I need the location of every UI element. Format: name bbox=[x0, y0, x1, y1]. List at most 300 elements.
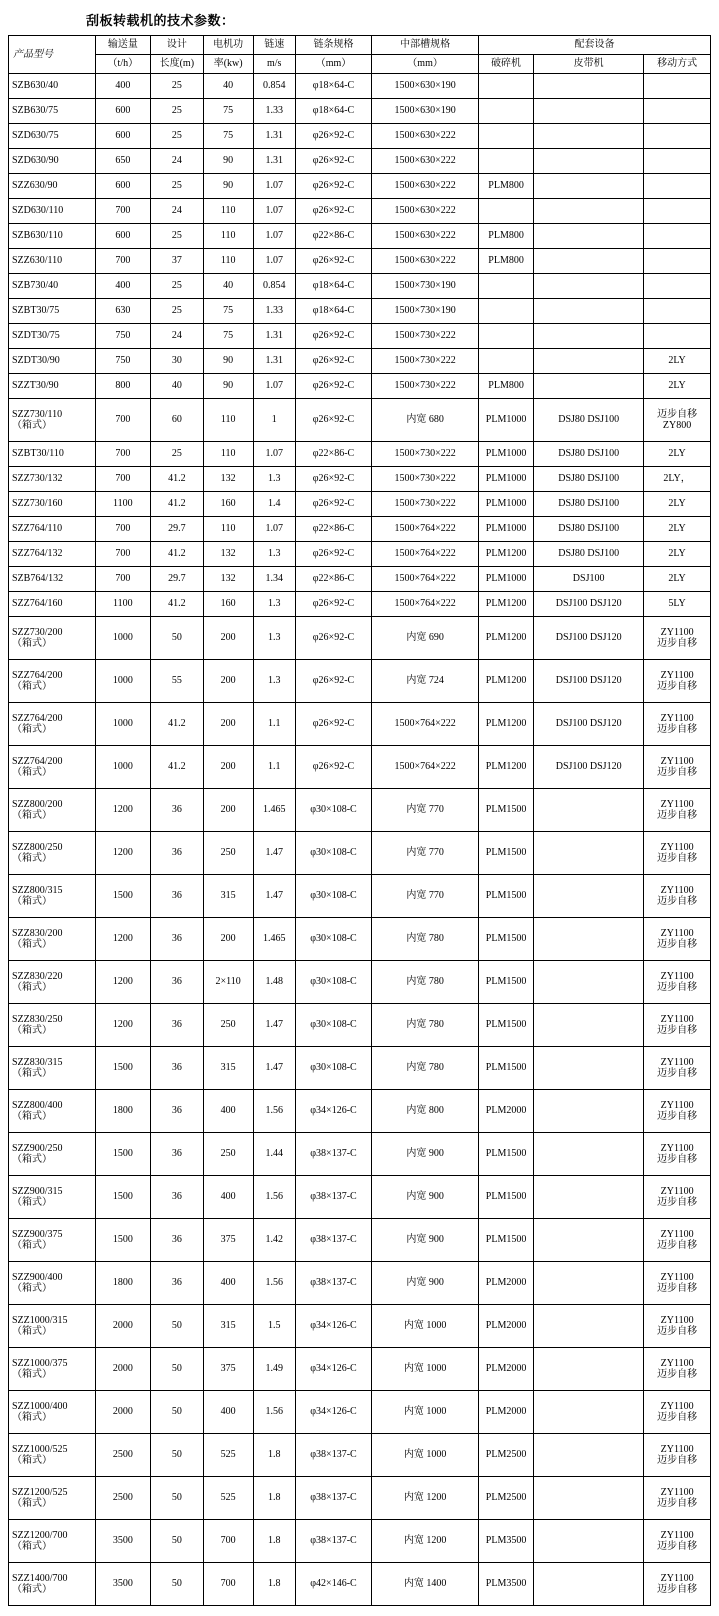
cell-length: 24 bbox=[150, 149, 203, 174]
cell-capacity: 1000 bbox=[95, 617, 150, 660]
cell-capacity: 700 bbox=[95, 399, 150, 442]
cell-moving-method bbox=[644, 224, 711, 249]
cell-chain-spec: φ26×92-C bbox=[295, 492, 371, 517]
cell-belt-conveyor: DSJ80 DSJ100 bbox=[534, 399, 644, 442]
cell-capacity: 400 bbox=[95, 274, 150, 299]
cell-model: SZZ1000/525 （箱式） bbox=[9, 1434, 96, 1477]
cell-capacity: 1000 bbox=[95, 703, 150, 746]
cell-chain-speed: 1.07 bbox=[253, 517, 295, 542]
cell-moving-method: ZY1100 迈步自移 bbox=[644, 1047, 711, 1090]
cell-belt-conveyor bbox=[534, 961, 644, 1004]
cell-moving-method: ZY1100 迈步自移 bbox=[644, 1391, 711, 1434]
cell-model: SZZ1000/375 （箱式） bbox=[9, 1348, 96, 1391]
cell-capacity: 1800 bbox=[95, 1090, 150, 1133]
table-row bbox=[9, 703, 711, 746]
cell-trough-spec: 内宽 770 bbox=[372, 832, 479, 875]
cell-chain-spec: φ38×137-C bbox=[295, 1477, 371, 1520]
cell-crusher: PLM2000 bbox=[479, 1348, 534, 1391]
cell-power: 200 bbox=[203, 918, 253, 961]
cell-trough-spec: 1500×730×222 bbox=[372, 492, 479, 517]
cell-belt-conveyor: DSJ100 DSJ120 bbox=[534, 617, 644, 660]
table-row bbox=[9, 399, 711, 442]
cell-chain-speed: 1.07 bbox=[253, 199, 295, 224]
cell-crusher: PLM1200 bbox=[479, 617, 534, 660]
cell-model: SZDT30/75 bbox=[9, 324, 96, 349]
cell-length: 25 bbox=[150, 274, 203, 299]
cell-power: 75 bbox=[203, 124, 253, 149]
cell-length: 41.2 bbox=[150, 492, 203, 517]
cell-chain-speed: 1.47 bbox=[253, 1004, 295, 1047]
cell-power: 315 bbox=[203, 1047, 253, 1090]
cell-crusher: PLM2000 bbox=[479, 1305, 534, 1348]
cell-crusher: PLM1500 bbox=[479, 1176, 534, 1219]
cell-chain-speed: 1.44 bbox=[253, 1133, 295, 1176]
cell-capacity: 1200 bbox=[95, 1004, 150, 1047]
cell-moving-method bbox=[644, 249, 711, 274]
header-model: 产品型号 bbox=[9, 36, 96, 74]
cell-belt-conveyor bbox=[534, 1219, 644, 1262]
cell-crusher: PLM2000 bbox=[479, 1391, 534, 1434]
cell-trough-spec: 内宽 770 bbox=[372, 875, 479, 918]
table-row bbox=[9, 174, 711, 199]
cell-crusher: PLM1000 bbox=[479, 492, 534, 517]
header-moving-method: 移动方式 bbox=[644, 55, 711, 74]
cell-chain-speed: 1.07 bbox=[253, 374, 295, 399]
cell-capacity: 400 bbox=[95, 74, 150, 99]
cell-chain-spec: φ26×92-C bbox=[295, 149, 371, 174]
cell-moving-method: ZY1100 迈步自移 bbox=[644, 1348, 711, 1391]
cell-chain-spec: φ26×92-C bbox=[295, 374, 371, 399]
cell-moving-method: ZY1100 迈步自移 bbox=[644, 617, 711, 660]
cell-model: SZZ900/315 （箱式） bbox=[9, 1176, 96, 1219]
cell-belt-conveyor bbox=[534, 224, 644, 249]
cell-capacity: 1500 bbox=[95, 1133, 150, 1176]
cell-chain-spec: φ22×86-C bbox=[295, 517, 371, 542]
cell-capacity: 1800 bbox=[95, 1262, 150, 1305]
cell-chain-speed: 1.31 bbox=[253, 149, 295, 174]
table-row bbox=[9, 99, 711, 124]
cell-chain-spec: φ26×92-C bbox=[295, 399, 371, 442]
cell-power: 75 bbox=[203, 299, 253, 324]
cell-chain-speed: 1.5 bbox=[253, 1305, 295, 1348]
table-body bbox=[9, 74, 711, 1606]
cell-moving-method bbox=[644, 299, 711, 324]
cell-power: 110 bbox=[203, 249, 253, 274]
cell-chain-speed: 1.1 bbox=[253, 746, 295, 789]
header-chain-spec: 链条规格 bbox=[295, 36, 371, 55]
cell-chain-speed: 1.31 bbox=[253, 124, 295, 149]
table-row bbox=[9, 1090, 711, 1133]
cell-chain-speed: 1.31 bbox=[253, 324, 295, 349]
cell-moving-method: ZY1100 迈步自移 bbox=[644, 1004, 711, 1047]
cell-crusher: PLM1500 bbox=[479, 1133, 534, 1176]
cell-length: 50 bbox=[150, 1563, 203, 1606]
cell-capacity: 1500 bbox=[95, 1047, 150, 1090]
cell-power: 700 bbox=[203, 1520, 253, 1563]
cell-chain-spec: φ26×92-C bbox=[295, 199, 371, 224]
table-row bbox=[9, 517, 711, 542]
cell-chain-spec: φ26×92-C bbox=[295, 746, 371, 789]
table-row bbox=[9, 374, 711, 399]
cell-moving-method: ZY1100 迈步自移 bbox=[644, 961, 711, 1004]
cell-trough-spec: 1500×764×222 bbox=[372, 542, 479, 567]
cell-chain-spec: φ22×86-C bbox=[295, 224, 371, 249]
cell-chain-spec: φ38×137-C bbox=[295, 1262, 371, 1305]
cell-chain-spec: φ34×126-C bbox=[295, 1348, 371, 1391]
cell-model: SZZ730/132 bbox=[9, 467, 96, 492]
cell-length: 50 bbox=[150, 1520, 203, 1563]
cell-power: 90 bbox=[203, 349, 253, 374]
cell-chain-spec: φ34×126-C bbox=[295, 1305, 371, 1348]
cell-model: SZZ800/400 （箱式） bbox=[9, 1090, 96, 1133]
cell-belt-conveyor bbox=[534, 1391, 644, 1434]
cell-chain-spec: φ26×92-C bbox=[295, 249, 371, 274]
header-belt-conveyor: 皮带机 bbox=[534, 55, 644, 74]
cell-model: SZZ830/315 （箱式） bbox=[9, 1047, 96, 1090]
cell-capacity: 1000 bbox=[95, 746, 150, 789]
cell-trough-spec: 1500×764×222 bbox=[372, 592, 479, 617]
cell-length: 36 bbox=[150, 1090, 203, 1133]
cell-moving-method bbox=[644, 149, 711, 174]
table-row bbox=[9, 467, 711, 492]
table-row bbox=[9, 542, 711, 567]
cell-model: SZZT30/90 bbox=[9, 374, 96, 399]
cell-trough-spec: 内宽 1000 bbox=[372, 1391, 479, 1434]
cell-power: 525 bbox=[203, 1434, 253, 1477]
cell-length: 36 bbox=[150, 875, 203, 918]
cell-model: SZZ764/200 （箱式） bbox=[9, 660, 96, 703]
cell-power: 400 bbox=[203, 1176, 253, 1219]
cell-capacity: 700 bbox=[95, 442, 150, 467]
header-length-unit: 长度(m) bbox=[150, 55, 203, 74]
table-row bbox=[9, 224, 711, 249]
cell-model: SZZ1400/700 （箱式） bbox=[9, 1563, 96, 1606]
cell-chain-spec: φ30×108-C bbox=[295, 961, 371, 1004]
cell-belt-conveyor bbox=[534, 1047, 644, 1090]
cell-chain-spec: φ38×137-C bbox=[295, 1133, 371, 1176]
cell-belt-conveyor bbox=[534, 249, 644, 274]
cell-chain-speed: 1.48 bbox=[253, 961, 295, 1004]
cell-crusher bbox=[479, 324, 534, 349]
cell-power: 160 bbox=[203, 592, 253, 617]
cell-belt-conveyor bbox=[534, 199, 644, 224]
cell-trough-spec: 1500×630×222 bbox=[372, 174, 479, 199]
cell-moving-method bbox=[644, 324, 711, 349]
cell-moving-method: 2LY bbox=[644, 374, 711, 399]
cell-model: SZZ830/200 （箱式） bbox=[9, 918, 96, 961]
cell-moving-method: 2LY bbox=[644, 349, 711, 374]
cell-trough-spec: 内宽 690 bbox=[372, 617, 479, 660]
cell-crusher bbox=[479, 149, 534, 174]
cell-belt-conveyor bbox=[534, 875, 644, 918]
table-row bbox=[9, 349, 711, 374]
table-row bbox=[9, 592, 711, 617]
table-row bbox=[9, 660, 711, 703]
specifications-table bbox=[8, 35, 711, 1606]
cell-length: 36 bbox=[150, 918, 203, 961]
cell-power: 132 bbox=[203, 467, 253, 492]
cell-length: 36 bbox=[150, 1219, 203, 1262]
cell-length: 60 bbox=[150, 399, 203, 442]
cell-chain-speed: 1.1 bbox=[253, 703, 295, 746]
cell-crusher: PLM1500 bbox=[479, 789, 534, 832]
table-row bbox=[9, 149, 711, 174]
cell-length: 25 bbox=[150, 124, 203, 149]
cell-chain-spec: φ42×146-C bbox=[295, 1563, 371, 1606]
cell-moving-method bbox=[644, 199, 711, 224]
cell-chain-speed: 1.56 bbox=[253, 1090, 295, 1133]
cell-moving-method: ZY1100 迈步自移 bbox=[644, 1133, 711, 1176]
cell-model: SZZ900/400 （箱式） bbox=[9, 1262, 96, 1305]
cell-moving-method: ZY1100 迈步自移 bbox=[644, 1176, 711, 1219]
cell-moving-method: ZY1100 迈步自移 bbox=[644, 1434, 711, 1477]
header-power: 电机功 bbox=[203, 36, 253, 55]
cell-length: 25 bbox=[150, 442, 203, 467]
cell-belt-conveyor bbox=[534, 1305, 644, 1348]
cell-length: 25 bbox=[150, 99, 203, 124]
cell-chain-spec: φ30×108-C bbox=[295, 789, 371, 832]
cell-chain-speed: 1.47 bbox=[253, 875, 295, 918]
cell-length: 36 bbox=[150, 1133, 203, 1176]
cell-crusher: PLM2000 bbox=[479, 1262, 534, 1305]
cell-capacity: 1200 bbox=[95, 789, 150, 832]
cell-trough-spec: 内宽 780 bbox=[372, 961, 479, 1004]
cell-chain-spec: φ26×92-C bbox=[295, 542, 371, 567]
cell-trough-spec: 1500×730×190 bbox=[372, 299, 479, 324]
table-row bbox=[9, 274, 711, 299]
cell-model: SZZ800/315 （箱式） bbox=[9, 875, 96, 918]
cell-crusher: PLM800 bbox=[479, 174, 534, 199]
cell-belt-conveyor bbox=[534, 1004, 644, 1047]
cell-chain-speed: 1.8 bbox=[253, 1434, 295, 1477]
cell-chain-speed: 1.4 bbox=[253, 492, 295, 517]
cell-chain-spec: φ26×92-C bbox=[295, 467, 371, 492]
cell-capacity: 3500 bbox=[95, 1520, 150, 1563]
cell-model: SZZ1200/525 （箱式） bbox=[9, 1477, 96, 1520]
cell-chain-spec: φ30×108-C bbox=[295, 832, 371, 875]
cell-chain-speed: 1.3 bbox=[253, 592, 295, 617]
cell-chain-speed: 1.33 bbox=[253, 299, 295, 324]
cell-power: 110 bbox=[203, 199, 253, 224]
cell-chain-spec: φ22×86-C bbox=[295, 442, 371, 467]
cell-length: 50 bbox=[150, 1348, 203, 1391]
cell-chain-speed: 1.8 bbox=[253, 1563, 295, 1606]
cell-capacity: 700 bbox=[95, 467, 150, 492]
cell-trough-spec: 内宽 680 bbox=[372, 399, 479, 442]
cell-power: 315 bbox=[203, 1305, 253, 1348]
header-chain-speed: 链速 bbox=[253, 36, 295, 55]
cell-chain-spec: φ26×92-C bbox=[295, 174, 371, 199]
cell-capacity: 2000 bbox=[95, 1305, 150, 1348]
cell-chain-speed: 1.3 bbox=[253, 660, 295, 703]
cell-power: 132 bbox=[203, 542, 253, 567]
cell-moving-method bbox=[644, 99, 711, 124]
cell-capacity: 800 bbox=[95, 374, 150, 399]
cell-capacity: 1100 bbox=[95, 492, 150, 517]
cell-belt-conveyor: DSJ80 DSJ100 bbox=[534, 517, 644, 542]
cell-trough-spec: 内宽 1000 bbox=[372, 1348, 479, 1391]
cell-capacity: 650 bbox=[95, 149, 150, 174]
cell-crusher bbox=[479, 124, 534, 149]
cell-chain-spec: φ22×86-C bbox=[295, 567, 371, 592]
table-row bbox=[9, 1262, 711, 1305]
cell-crusher: PLM1500 bbox=[479, 1047, 534, 1090]
cell-crusher: PLM1200 bbox=[479, 660, 534, 703]
cell-chain-speed: 1.42 bbox=[253, 1219, 295, 1262]
cell-trough-spec: 内宽 724 bbox=[372, 660, 479, 703]
cell-trough-spec: 内宽 1000 bbox=[372, 1434, 479, 1477]
table-row bbox=[9, 789, 711, 832]
cell-moving-method: ZY1100 迈步自移 bbox=[644, 832, 711, 875]
cell-length: 36 bbox=[150, 789, 203, 832]
cell-model: SZZ764/200 （箱式） bbox=[9, 746, 96, 789]
table-row bbox=[9, 961, 711, 1004]
cell-capacity: 1500 bbox=[95, 875, 150, 918]
cell-capacity: 700 bbox=[95, 249, 150, 274]
cell-belt-conveyor: DSJ100 DSJ120 bbox=[534, 660, 644, 703]
cell-model: SZZ1000/315 （箱式） bbox=[9, 1305, 96, 1348]
header-chain-spec-unit: （mm） bbox=[295, 55, 371, 74]
header-trough-spec: 中部槽规格 bbox=[372, 36, 479, 55]
cell-chain-speed: 1.3 bbox=[253, 542, 295, 567]
cell-capacity: 600 bbox=[95, 174, 150, 199]
cell-trough-spec: 1500×630×222 bbox=[372, 199, 479, 224]
table-row bbox=[9, 875, 711, 918]
cell-power: 90 bbox=[203, 174, 253, 199]
header-capacity: 输送量 bbox=[95, 36, 150, 55]
cell-belt-conveyor bbox=[534, 1434, 644, 1477]
cell-trough-spec: 1500×764×222 bbox=[372, 703, 479, 746]
cell-chain-speed: 1.49 bbox=[253, 1348, 295, 1391]
header-row-1 bbox=[9, 36, 711, 55]
cell-power: 400 bbox=[203, 1262, 253, 1305]
cell-trough-spec: 1500×630×222 bbox=[372, 224, 479, 249]
cell-moving-method: 2LY bbox=[644, 542, 711, 567]
cell-belt-conveyor bbox=[534, 124, 644, 149]
cell-power: 375 bbox=[203, 1219, 253, 1262]
cell-power: 2×110 bbox=[203, 961, 253, 1004]
cell-belt-conveyor bbox=[534, 789, 644, 832]
cell-power: 400 bbox=[203, 1090, 253, 1133]
cell-crusher: PLM2000 bbox=[479, 1090, 534, 1133]
cell-trough-spec: 1500×764×222 bbox=[372, 567, 479, 592]
cell-trough-spec: 1500×730×190 bbox=[372, 274, 479, 299]
cell-moving-method: ZY1100 迈步自移 bbox=[644, 789, 711, 832]
cell-belt-conveyor bbox=[534, 174, 644, 199]
table-row bbox=[9, 1391, 711, 1434]
cell-trough-spec: 内宽 780 bbox=[372, 1004, 479, 1047]
cell-trough-spec: 内宽 900 bbox=[372, 1133, 479, 1176]
cell-model: SZBT30/75 bbox=[9, 299, 96, 324]
cell-length: 36 bbox=[150, 1262, 203, 1305]
table-row bbox=[9, 746, 711, 789]
cell-chain-spec: φ18×64-C bbox=[295, 274, 371, 299]
cell-power: 75 bbox=[203, 324, 253, 349]
cell-belt-conveyor bbox=[534, 1090, 644, 1133]
cell-model: SZZ764/160 bbox=[9, 592, 96, 617]
cell-chain-speed: 1.07 bbox=[253, 224, 295, 249]
cell-moving-method: ZY1100 迈步自移 bbox=[644, 1090, 711, 1133]
cell-capacity: 700 bbox=[95, 542, 150, 567]
cell-length: 24 bbox=[150, 199, 203, 224]
cell-length: 25 bbox=[150, 224, 203, 249]
cell-model: SZD630/75 bbox=[9, 124, 96, 149]
cell-length: 36 bbox=[150, 1047, 203, 1090]
cell-chain-speed: 1.47 bbox=[253, 832, 295, 875]
cell-model: SZB630/110 bbox=[9, 224, 96, 249]
cell-length: 25 bbox=[150, 74, 203, 99]
cell-capacity: 750 bbox=[95, 349, 150, 374]
table-row bbox=[9, 1176, 711, 1219]
cell-chain-spec: φ18×64-C bbox=[295, 74, 371, 99]
cell-crusher bbox=[479, 349, 534, 374]
cell-capacity: 1500 bbox=[95, 1176, 150, 1219]
cell-power: 40 bbox=[203, 274, 253, 299]
cell-crusher: PLM1200 bbox=[479, 542, 534, 567]
cell-power: 40 bbox=[203, 74, 253, 99]
cell-length: 41.2 bbox=[150, 542, 203, 567]
cell-crusher: PLM1000 bbox=[479, 399, 534, 442]
cell-belt-conveyor: DSJ100 bbox=[534, 567, 644, 592]
cell-chain-speed: 1 bbox=[253, 399, 295, 442]
cell-model: SZB730/40 bbox=[9, 274, 96, 299]
cell-chain-speed: 1.465 bbox=[253, 918, 295, 961]
header-crusher: 破碎机 bbox=[479, 55, 534, 74]
cell-capacity: 600 bbox=[95, 124, 150, 149]
cell-capacity: 700 bbox=[95, 517, 150, 542]
cell-capacity: 2500 bbox=[95, 1477, 150, 1520]
cell-belt-conveyor: DSJ100 DSJ120 bbox=[534, 592, 644, 617]
cell-power: 250 bbox=[203, 1004, 253, 1047]
table-row bbox=[9, 1004, 711, 1047]
cell-capacity: 600 bbox=[95, 224, 150, 249]
table-row bbox=[9, 74, 711, 99]
cell-crusher: PLM1200 bbox=[479, 746, 534, 789]
cell-model: SZB630/75 bbox=[9, 99, 96, 124]
cell-power: 400 bbox=[203, 1391, 253, 1434]
header-capacity-unit: （t/h） bbox=[95, 55, 150, 74]
cell-chain-spec: φ34×126-C bbox=[295, 1090, 371, 1133]
table-row bbox=[9, 324, 711, 349]
cell-model: SZDT30/90 bbox=[9, 349, 96, 374]
cell-belt-conveyor bbox=[534, 1176, 644, 1219]
cell-belt-conveyor: DSJ80 DSJ100 bbox=[534, 542, 644, 567]
cell-trough-spec: 内宽 780 bbox=[372, 1047, 479, 1090]
cell-power: 200 bbox=[203, 703, 253, 746]
cell-chain-spec: φ26×92-C bbox=[295, 660, 371, 703]
cell-trough-spec: 1500×630×222 bbox=[372, 249, 479, 274]
cell-chain-spec: φ38×137-C bbox=[295, 1219, 371, 1262]
cell-capacity: 1200 bbox=[95, 832, 150, 875]
cell-chain-spec: φ26×92-C bbox=[295, 592, 371, 617]
cell-model: SZD630/90 bbox=[9, 149, 96, 174]
table-row bbox=[9, 832, 711, 875]
cell-power: 250 bbox=[203, 1133, 253, 1176]
cell-belt-conveyor bbox=[534, 149, 644, 174]
table-row bbox=[9, 1133, 711, 1176]
cell-power: 200 bbox=[203, 617, 253, 660]
cell-crusher bbox=[479, 74, 534, 99]
cell-chain-spec: φ34×126-C bbox=[295, 1391, 371, 1434]
cell-length: 36 bbox=[150, 832, 203, 875]
cell-length: 25 bbox=[150, 174, 203, 199]
cell-model: SZZ830/220 （箱式） bbox=[9, 961, 96, 1004]
cell-capacity: 700 bbox=[95, 199, 150, 224]
cell-chain-spec: φ26×92-C bbox=[295, 703, 371, 746]
cell-trough-spec: 内宽 1000 bbox=[372, 1305, 479, 1348]
cell-chain-spec: φ30×108-C bbox=[295, 1004, 371, 1047]
cell-model: SZZ630/90 bbox=[9, 174, 96, 199]
